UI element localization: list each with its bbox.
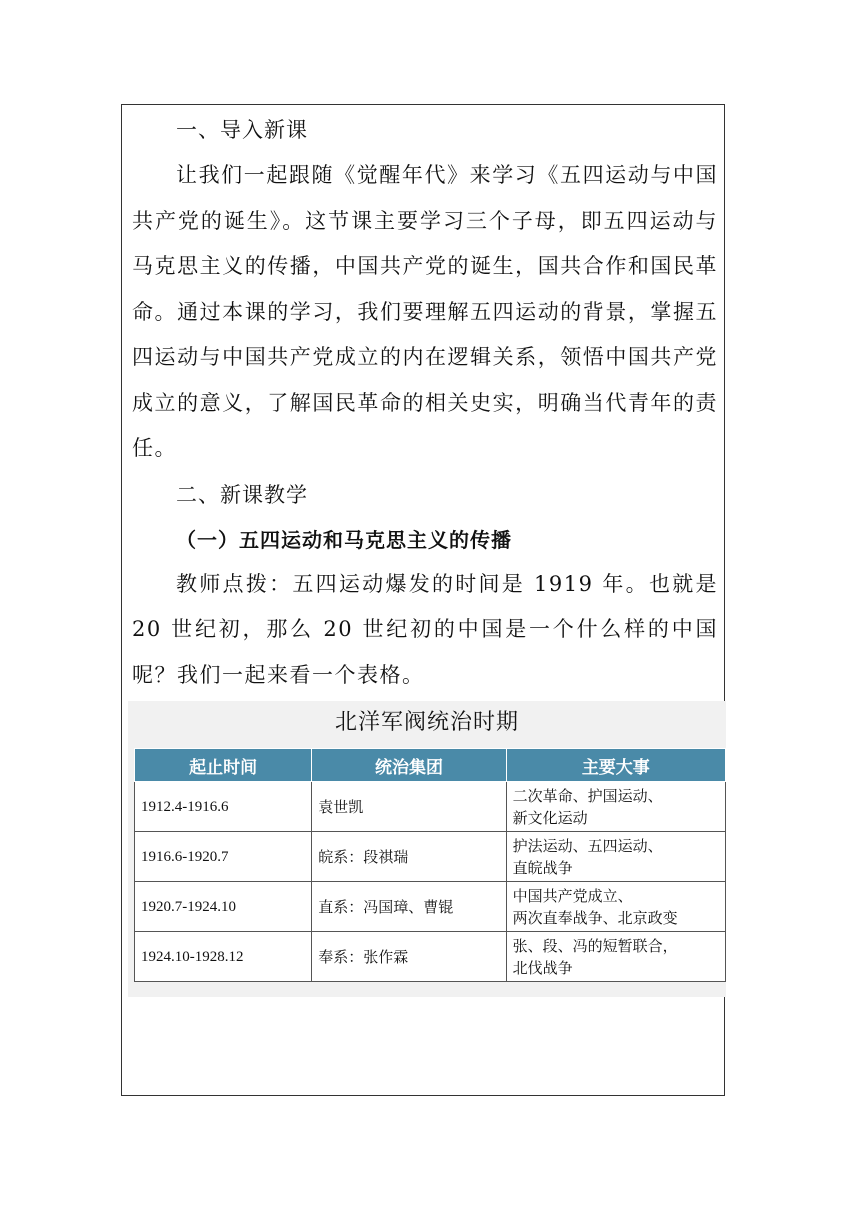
cell-time: 1924.10-1928.12 — [135, 932, 312, 982]
event-line: 张、段、冯的短暂联合， — [512, 936, 678, 955]
event-line: 新文化运动 — [512, 808, 588, 827]
cell-events — [506, 882, 725, 932]
header-group: 统治集团 — [312, 749, 506, 782]
warlord-table — [134, 748, 726, 982]
teaching-paragraph: 教师点拨：五四运动爆发的时间是 1919 年。也就是 20 世纪初，那么 20 世纪初的中国是一个什么样的中国呢？我们一起来看一个表格。 — [132, 571, 718, 687]
document-content — [132, 105, 718, 698]
section-heading-teaching: 二、新课教学 — [176, 482, 308, 507]
table-row — [135, 782, 726, 832]
section-heading-intro: 一、导入新课 — [176, 118, 308, 142]
cell-time: 1916.6-1920.7 — [135, 832, 312, 882]
event-line: 两次直奉战争、北京政变 — [512, 908, 678, 927]
event-line: 中国共产党成立、 — [512, 886, 633, 905]
table-row — [135, 932, 726, 982]
table-header-row — [135, 749, 726, 782]
header-time: 起止时间 — [135, 749, 312, 782]
table-row — [135, 882, 726, 932]
document-frame — [121, 104, 725, 1096]
header-events: 主要大事 — [506, 749, 725, 782]
cell-group: 皖系：段祺瑞 — [312, 832, 506, 882]
cell-events — [506, 782, 725, 832]
event-line: 二次革命、护国运动、 — [512, 786, 663, 805]
cell-time: 1912.4-1916.6 — [135, 782, 312, 832]
table-title: 北洋军阀统治时期 — [334, 710, 519, 735]
cell-time: 1920.7-1924.10 — [135, 882, 312, 932]
cell-events — [506, 832, 725, 882]
table-row — [135, 832, 726, 882]
event-line: 直皖战争 — [512, 858, 573, 877]
warlord-table-figure — [128, 701, 726, 997]
intro-paragraph: 让我们一起跟随《觉醒年代》来学习《五四运动与中国共产党的诞生》。这节课主要学习三个子母，即五四运动与马克思主义的传播，中国共产党的诞生，国共合作和国民革命。通过本课的学习，我们要理解五四运动的背景，掌握五四运动与中国共产党成立的内在逻辑关系，领悟中国共产党成立的意义，了解国民革命的相关史实，明确当代青年的责任。 — [132, 163, 718, 460]
subsection-heading: （一）五四运动和马克思主义的传播 — [176, 527, 512, 552]
cell-group: 袁世凯 — [312, 782, 506, 832]
event-line: 护法运动、五四运动、 — [512, 836, 663, 855]
cell-group: 直系：冯国璋、曹锟 — [312, 882, 506, 932]
cell-group: 奉系：张作霖 — [312, 932, 506, 982]
event-line: 北伐战争 — [512, 958, 573, 977]
cell-events — [506, 932, 725, 982]
